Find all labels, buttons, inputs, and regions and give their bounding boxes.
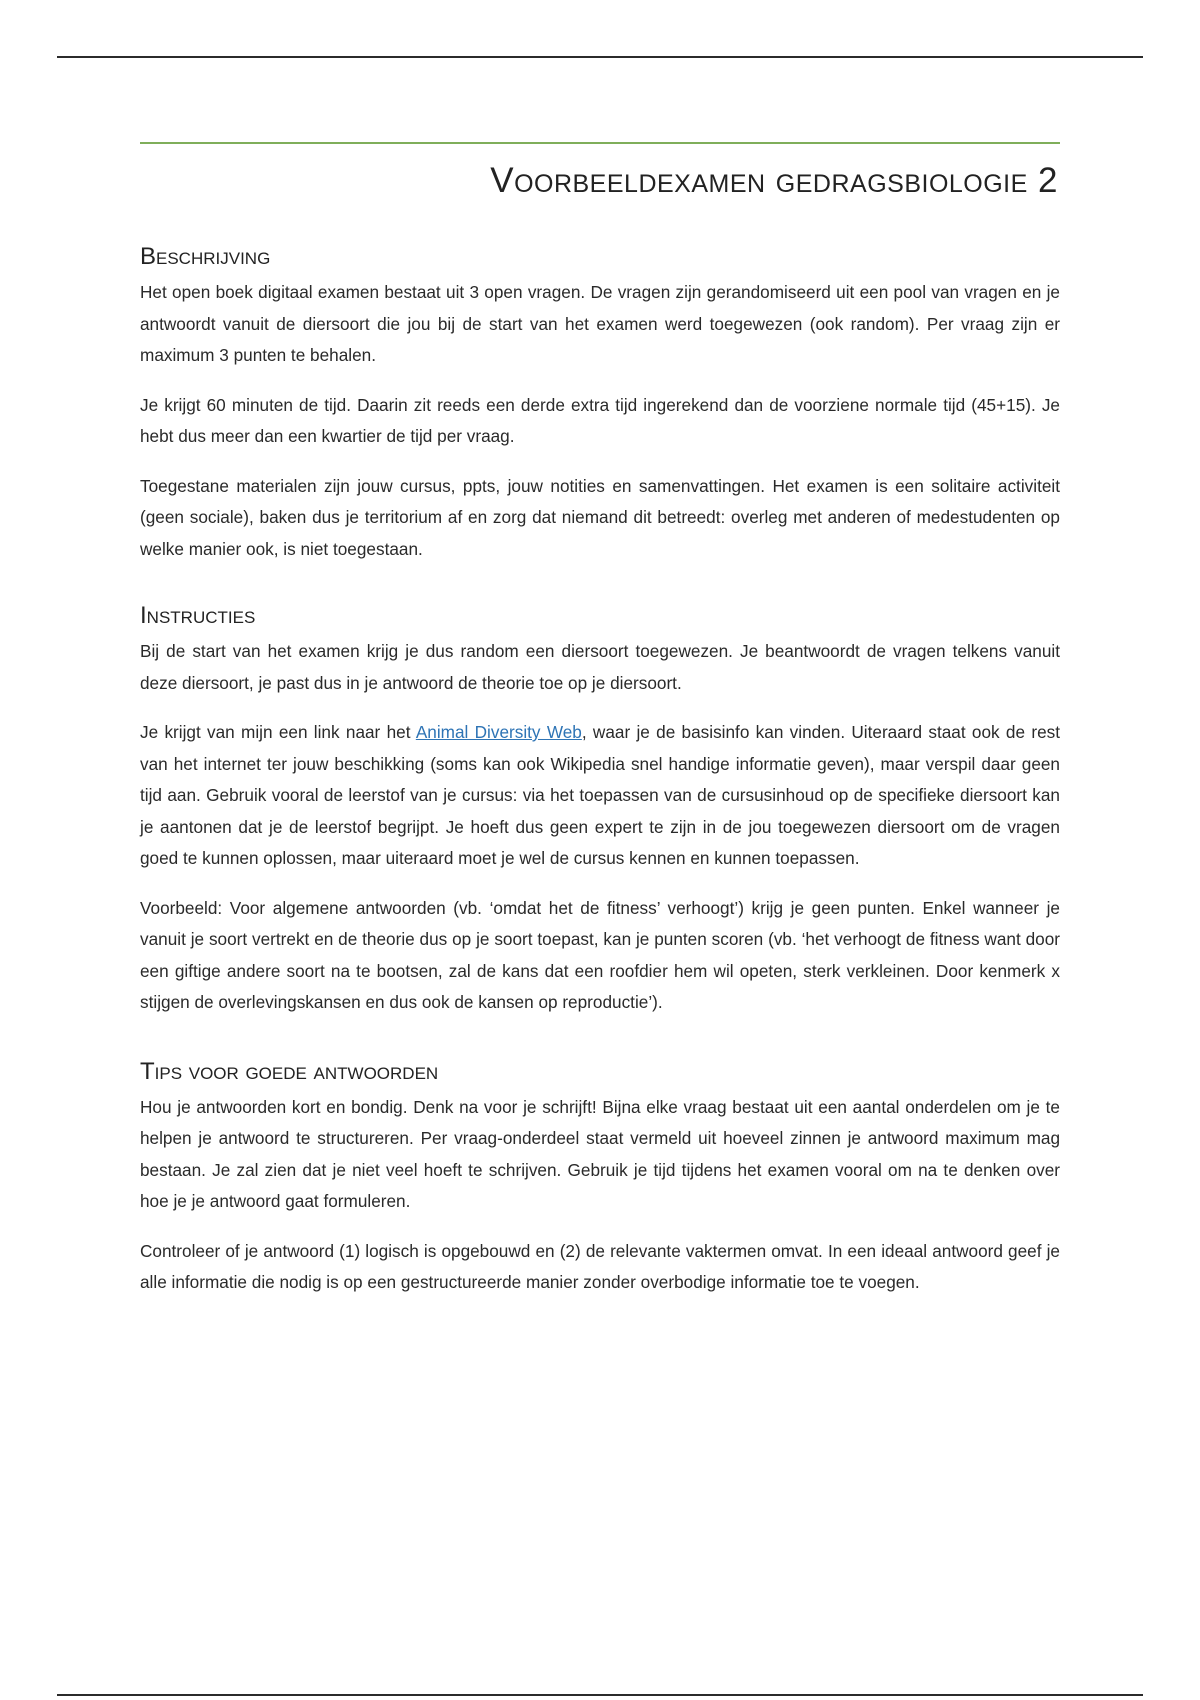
- paragraph: Hou je antwoorden kort en bondig. Denk na voor je schrijft! Bijna elke vraag bestaat uit een aantal onderdelen om je te helpen je antwoord te structureren. Per vraag-onderdeel staat vermeld uit hoeveel zinnen je antwoord maximum mag bestaan. Je zal zien dat je niet veel hoeft te schrijven. Gebruik je tijd tijdens het examen vooral om na te denken over hoe je je antwoord gaat formuleren.: [140, 1096, 1060, 1211]
- paragraph: Je krijgt 60 minuten de tijd. Daarin zit reeds een derde extra tijd ingerekend dan de voorziene normale tijd (45+15). Je hebt dus meer dan een kwartier de tijd per vraag.: [140, 394, 1060, 446]
- document-title: Voorbeeldexamen gedragsbiologie 2: [490, 161, 1058, 200]
- section-heading-beschrijving: Beschrijving: [140, 243, 271, 270]
- paragraph-text: , waar je de basisinfo kan vinden. Uiteraard staat ook de rest van het internet ter jouw beschikking (soms kan ook Wikipedia snel handige informatie geven), maar verspil daar geen tijd aan. Gebruik vooral de leerstof van je cursus: via het toepassen van de cursusinhoud op de specifieke diersoort kan je aantonen dat je de leerstof begrijpt. Je hoeft dus geen expert te zijn in de jou toegewezen diersoort om de vragen goed te kunnen oplossen, maar uiteraard moet je wel de cursus kennen en kunnen toepassen.: [140, 722, 1060, 868]
- animal-diversity-web-link[interactable]: Animal Diversity Web: [415, 722, 582, 742]
- paragraph: Het open boek digitaal examen bestaat uit 3 open vragen. De vragen zijn gerandomiseerd uit een pool van vragen en je antwoordt vanuit de diersoort die jou bij de start van het examen werd toegewezen (ook random). Per vraag zijn er maximum 3 punten te behalen.: [140, 282, 1060, 365]
- page-header-rule: [57, 56, 1143, 58]
- section-heading-instructies: Instructies: [140, 602, 256, 629]
- paragraph: Bij de start van het examen krijg je dus random een diersoort toegewezen. Je beantwoordt de vragen telkens vanuit deze diersoort, je past dus in je antwoord de theorie toe op je diersoort.: [140, 641, 1060, 693]
- title-rule: [140, 142, 1060, 144]
- paragraph: Controleer of je antwoord (1) logisch is opgebouwd en (2) de relevante vaktermen omvat. In een ideaal antwoord geef je alle informatie die nodig is op een gestructureerde manier zonder overbodige informatie toe te voegen.: [140, 1240, 1060, 1292]
- paragraph: Voorbeeld: Voor algemene antwoorden (vb. ‘omdat het de fitness’ verhoogt’) krijg je geen punten. Enkel wanneer je vanuit je soort vertrekt en de theorie dus op je soort toepast, kan je punten scoren (vb. ‘het verhoogt de fitness want door een giftige andere soort na te bootsen, zal de kans dat een roofdier hem wil opeten, sterk verkleinen. Door kenmerk x stijgen de overlevingskansen en dus ook de kansen op reproductie’).: [140, 897, 1060, 1012]
- document-page: [140, 142, 1060, 1299]
- paragraph: Toegestane materialen zijn jouw cursus, ppts, jouw notities en samenvattingen. Het examen is een solitaire activiteit (geen sociale), baken dus je territorium af en zorg dat niemand dit betreedt: overleg met anderen of medestudenten op welke manier ook, is niet toegestaan.: [140, 475, 1060, 559]
- paragraph-with-link: [140, 717, 1060, 875]
- paragraph-text: Je krijgt van mijn een link naar het: [140, 722, 416, 742]
- page-footer-rule: [57, 1694, 1143, 1696]
- section-heading-tips: Tips voor goede antwoorden: [140, 1057, 439, 1085]
